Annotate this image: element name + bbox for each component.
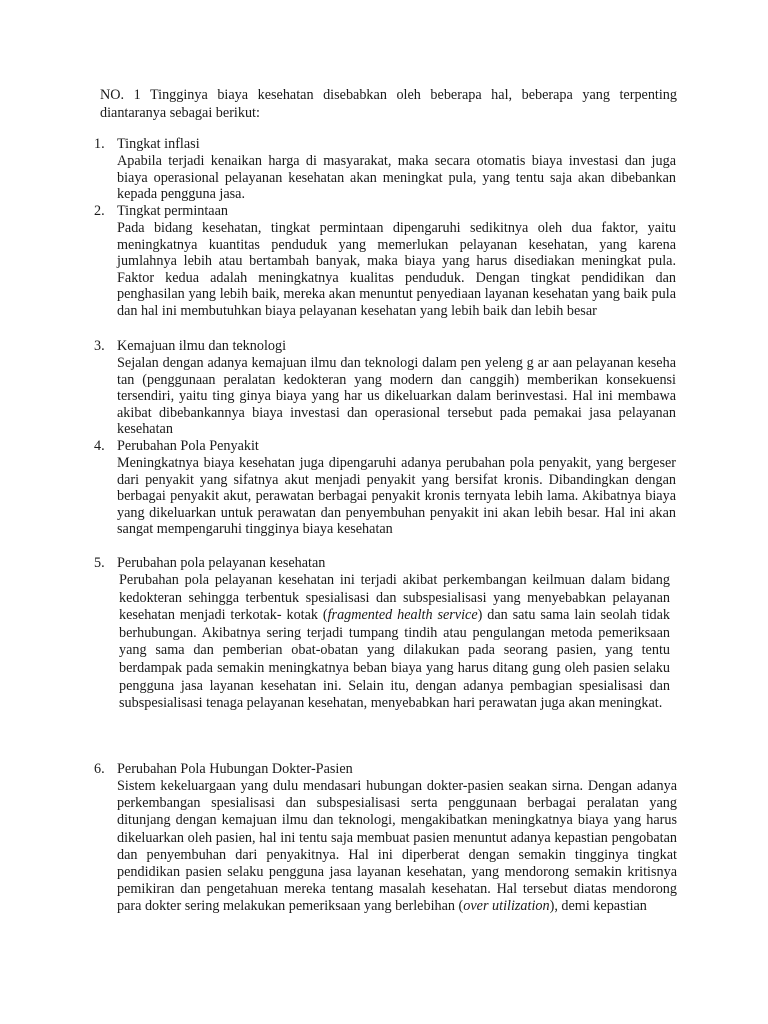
item-body-text: ) dan satu sama lain seolah tidak berhubungan. Akibatnya sering terjadi tumpang tindih atau pengulangan metoda pemeriksaan yang sama dan pemberian obat-obatan yang dilakukan pada seorang pasien, yang tentu berdampak pada semakin meningkatnya beban biaya yang harus ditang gung oleh pasien selaku pengguna jasa layanan kesehatan ini. Selain itu, dengan adanya pembagian spesialisasi dan subspesialisasi tenaga pelayanan kesehatan, menyebabkan hari perawatan juga akan meningkat. [119,607,670,712]
item-number: 4. [94,438,105,454]
item-body [119,572,670,713]
item-number: 5. [94,555,105,571]
item-number: 1. [94,136,105,152]
item-body: Apabila terjadi kenaikan harga di masyarakat, maka secara otomatis biaya investasi dan juga biaya operasional pelayanan kesehatan akan meningkat pula, yang tentu saja akan dibebankan kepada pengguna jasa. [117,153,676,203]
item-body-italic: fragmented health service [327,607,478,624]
item-body-text: Perubahan pola pelayanan kesehatan ini terjadi akibat perkembangan keilmuan dalam bidang kedokteran sehingga terbentuk spesialisasi dan subspesialisasi yang menyebabkan pelayanan kesehatan menjadi terkotak- kotak ( [119,572,670,624]
item-number: 2. [94,203,105,219]
item-body-italic: over utilization [463,898,550,915]
item-title: Kemajuan ilmu dan teknologi [117,338,287,354]
item-title: Perubahan Pola Hubungan Dokter-Pasien [117,761,353,777]
item-title: Perubahan pola pelayanan kesehatan [117,555,326,571]
intro-paragraph: NO. 1 Tingginya biaya kesehatan disebabkan oleh beberapa hal, beberapa yang terpenting diantaranya sebagai berikut: [100,87,677,121]
item-number: 6. [94,761,105,777]
item-body: Sejalan dengan adanya kemajuan ilmu dan teknologi dalam pen yeleng g ar aan pelayanan keseha tan (penggunaan peralatan kedokteran yang modern dan canggih) memberikan konsekuensi tersendiri, yaitu ting ginya biaya yang har us dikeluarkan dalam berinvestasi. Hal ini membawa akibat dibebankannya biaya investasi dan operasional tersebut pada pemakai jasa pelayanan kesehatan [117,355,676,438]
item-title: Tingkat permintaan [117,203,228,219]
item-title: Perubahan Pola Penyakit [117,438,259,454]
item-body: Pada bidang kesehatan, tingkat permintaan dipengaruhi sedikitnya oleh dua faktor, yaitu meningkatnya kuantitas penduduk yang memerlukan pelayanan kesehatan, yang karena jumlahnya lebih atau bertambah banyak, maka biaya yang harus disediakan meningkat pula. Faktor kedua adalah meningkatnya kualitas penduduk. Dengan tingkat pendidikan dan penghasilan yang lebih baik, mereka akan menuntut penyediaan layanan kesehatan yang baik pula dan hal ini membutuhkan biaya pelayanan kesehatan yang lebih baik dan lebih besar [117,220,676,319]
item-title: Tingkat inflasi [117,136,200,152]
item-body [117,778,677,916]
item-body-text: ), demi kepastian [549,898,647,915]
item-body: Meningkatnya biaya kesehatan juga dipengaruhi adanya perubahan pola penyakit, yang bergeser dari penyakit yang sifatnya akut menjadi penyakit yang bersifat kronis. Dibandingkan dengan berbagai penyakit akut, perawatan berbagai penyakit kronis ternyata lebih lama. Akibatnya biaya yang dikeluarkan untuk perawatan dan penyembuhan penyakit ini akan lebih besar. Hal ini akan sangat mempengaruhi tingginya biaya kesehatan [117,455,676,538]
item-number: 3. [94,338,105,354]
item-body-text: Sistem kekeluargaan yang dulu mendasari hubungan dokter-pasien seakan sirna. Dengan adanya perkembangan spesialisasi dan subspesialisasi serta penggunaan berbagai peralatan yang ditunjang dengan kemajuan ilmu dan teknologi, mengakibatkan meningkatnya biaya yang harus dikeluarkan oleh pasien, hal ini tentu saja membuat pasien menuntut adanya kepastian pengobatan dan penyembuhan dari penyakitnya. Hal ini diperberat dengan semakin tingginya tingkat pendidikan pasien selaku pengguna jasa layanan kesehatan, yang mendorong semakin kritisnya pemikiran dan pengetahuan mereka tentang masalah kesehatan. Hal tersebut diatas mendorong para dokter sering melakukan pemeriksaan yang berlebihan ( [117,778,677,915]
